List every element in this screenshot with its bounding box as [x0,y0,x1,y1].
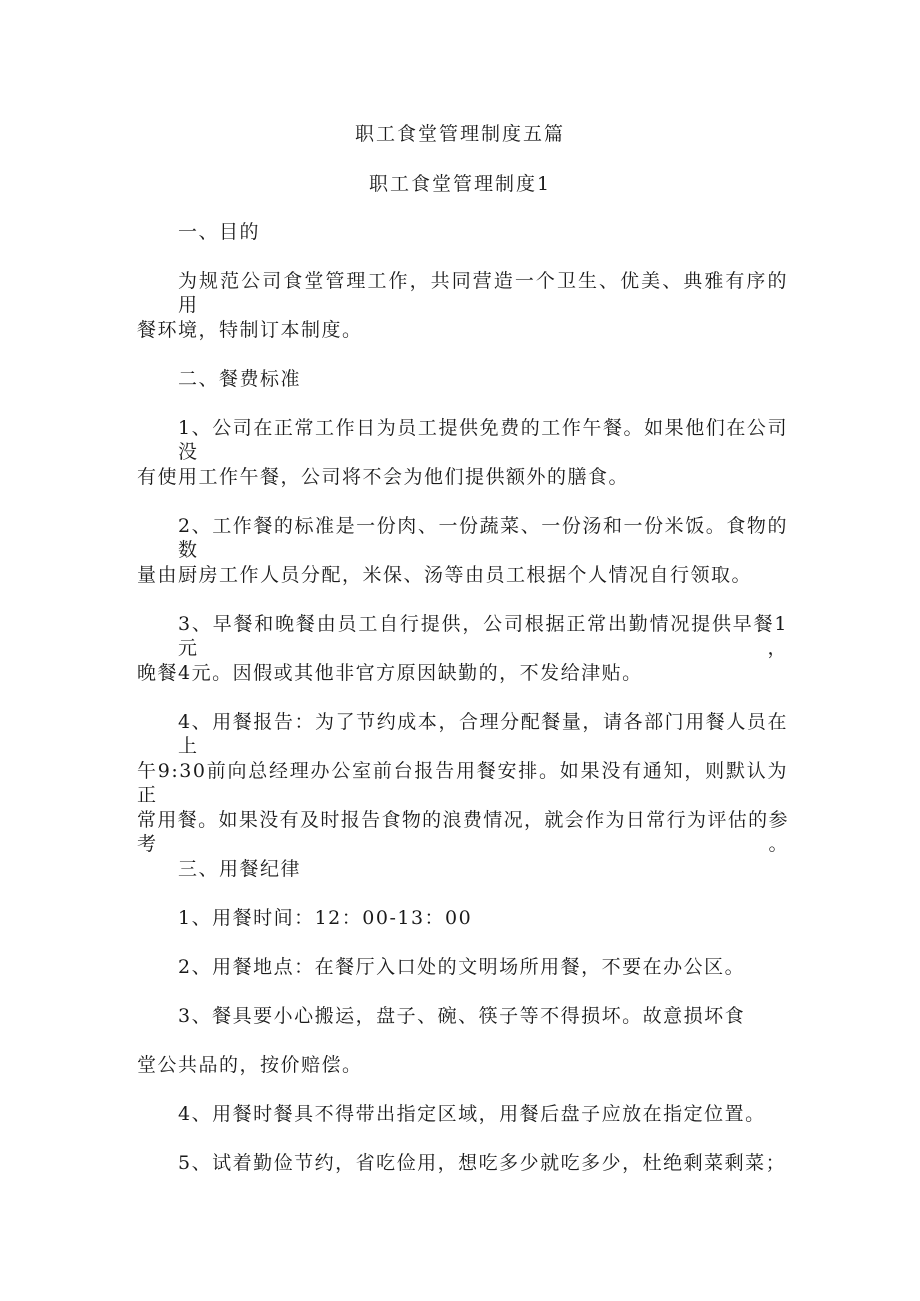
paragraph-line: 量由厨房工作人员分配，米保、汤等由员工根据个人情况自行领取。 [137,564,753,586]
paragraph-line: 3、餐具要小心搬运，盘子、碗、筷子等不得损坏。故意损坏食 [178,1005,746,1027]
paragraph-line: 4、用餐时餐具不得带出指定区域，用餐后盘子应放在指定位置。 [178,1103,766,1125]
section-heading-purpose: 一、目的 [178,221,261,243]
paragraph-line: 午9:30前向总经理办公室前台报告用餐安排。如果没有通知，则默认为正 [137,760,788,806]
paragraph-line: 3、早餐和晚餐由员工自行提供，公司根据正常出勤情况提供早餐1元， [178,613,788,659]
paragraph-line: 有使用工作午餐，公司将不会为他们提供额外的膳食。 [137,466,630,488]
paragraph-line: 为规范公司食堂管理工作，共同营造一个卫生、优美、典雅有序的用 [178,270,788,316]
section-heading-fee: 二、餐费标准 [178,368,302,390]
paragraph-line: 2、工作餐的标准是一份肉、一份蔬菜、一份汤和一份米饭。食物的数 [178,515,788,561]
paragraph-line: 常用餐。如果没有及时报告食物的浪费情况，就会作为日常行为评估的参考。 [137,809,788,855]
paragraph-line: 1、用餐时间：12：00-13：00 [178,907,473,929]
paragraph-line: 晚餐4元。因假或其他非官方原因缺勤的，不发给津贴。 [137,662,643,684]
document-title: 职工食堂管理制度五篇 [354,123,565,145]
paragraph-line: 5、试着勤俭节约，省吃俭用，想吃多少就吃多少，杜绝剩菜剩菜； [178,1152,787,1174]
paragraph-line: 2、用餐地点：在餐厅入口处的文明场所用餐，不要在办公区。 [178,956,746,978]
section-heading-discipline: 三、用餐纪律 [178,858,302,880]
paragraph-line: 堂公共品的，按价赔偿。 [137,1054,363,1076]
paragraph-line: 1、公司在正常工作日为员工提供免费的工作午餐。如果他们在公司没 [178,417,788,463]
paragraph-line: 餐环境，特制订本制度。 [137,319,363,341]
document-subtitle: 职工食堂管理制度1 [368,173,552,195]
paragraph-line: 4、用餐报告：为了节约成本，合理分配餐量，请各部门用餐人员在上 [178,711,788,757]
